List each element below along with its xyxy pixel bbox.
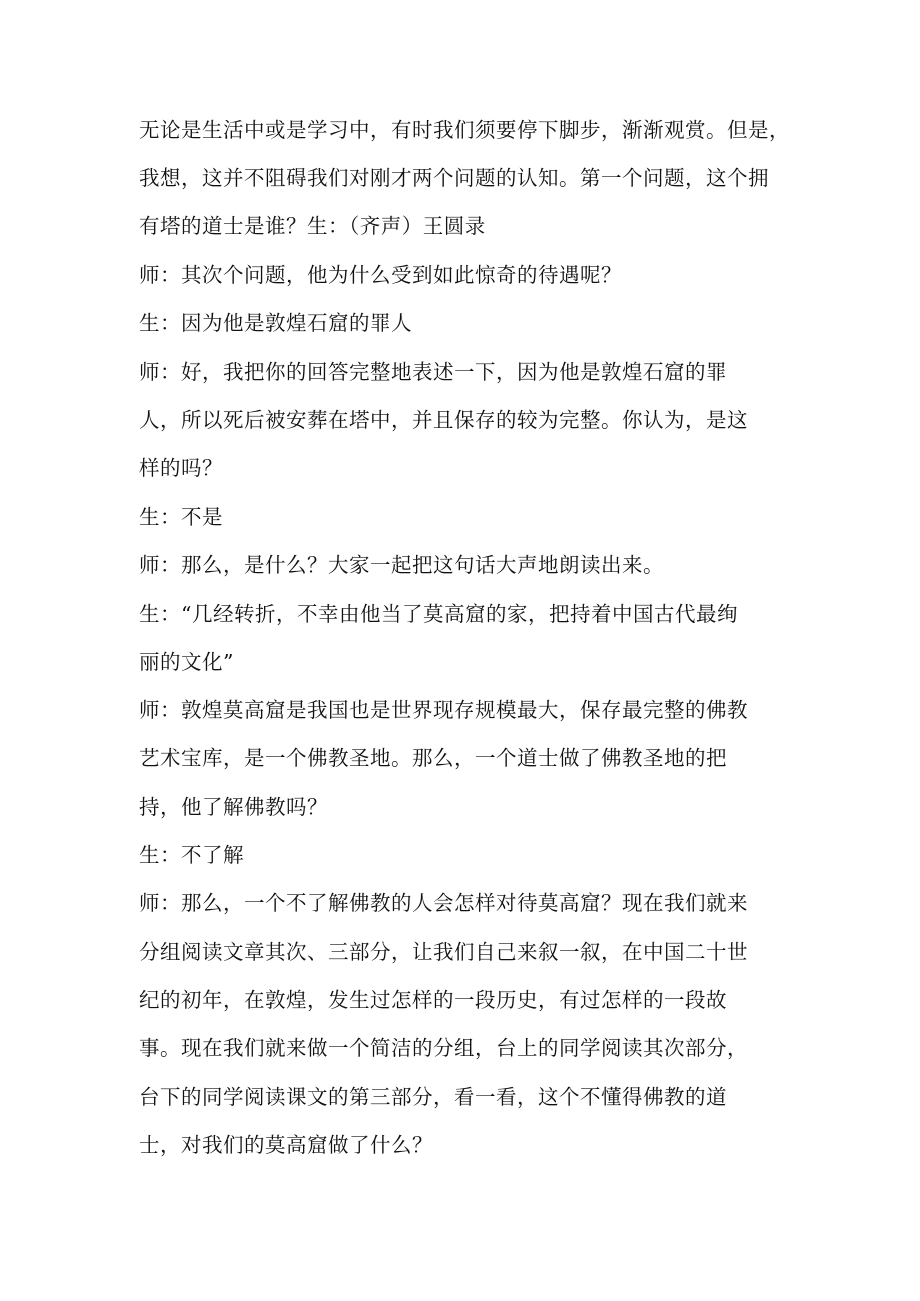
text-line: 师：那么，一个不了解佛教的人会怎样对待莫高窟？现在我们就来 <box>139 891 748 915</box>
text-line: 艺术宝库，是一个佛教圣地。那么，一个道士做了佛教圣地的把 <box>139 746 727 770</box>
text-line: 我想，这并不阻碍我们对刚才两个问题的认知。第一个问题，这个拥 <box>139 166 769 190</box>
text-line: 生：因为他是敦煌石窟的罪人 <box>139 311 412 335</box>
text-line: 台下的同学阅读课文的第三部分，看一看，这个不懂得佛教的道 <box>139 1085 727 1109</box>
text-line: 丽的文化” <box>139 650 234 674</box>
text-line: 事。现在我们就来做一个简洁的分组，台上的同学阅读其次部分， <box>139 1036 748 1060</box>
text-line: 人，所以死后被安葬在塔中，并且保存的较为完整。你认为，是这 <box>139 408 748 432</box>
text-line: 持，他了解佛教吗？ <box>139 795 328 819</box>
text-line: 生：不了解 <box>139 843 244 867</box>
text-line: 师：其次个问题，他为什么受到如此惊奇的待遇呢？ <box>139 263 622 287</box>
text-line: 有塔的道士是谁？生：（齐声）王圆录 <box>139 214 486 238</box>
text-line: 无论是生活中或是学习中，有时我们须要停下脚步，渐渐观赏。但是， <box>139 118 790 142</box>
text-line: 生：不是 <box>139 505 223 529</box>
text-line: 师：那么，是什么？大家一起把这句话大声地朗读出来。 <box>139 553 664 577</box>
text-line: 样的吗？ <box>139 456 223 480</box>
text-line: 士，对我们的莫高窟做了什么？ <box>139 1133 433 1157</box>
text-line: 分组阅读文章其次、三部分，让我们自己来叙一叙，在中国二十世 <box>139 940 748 964</box>
text-line: 生：“几经转折，不幸由他当了莫高窟的家，把持着中国古代最绚 <box>139 602 738 626</box>
text-line: 纪的初年，在敦煌，发生过怎样的一段历史，有过怎样的一段故 <box>139 988 727 1012</box>
text-line: 师：敦煌莫高窟是我国也是世界现存规模最大，保存最完整的佛教 <box>139 698 748 722</box>
text-line: 师：好，我把你的回答完整地表述一下，因为他是敦煌石窟的罪 <box>139 360 727 384</box>
